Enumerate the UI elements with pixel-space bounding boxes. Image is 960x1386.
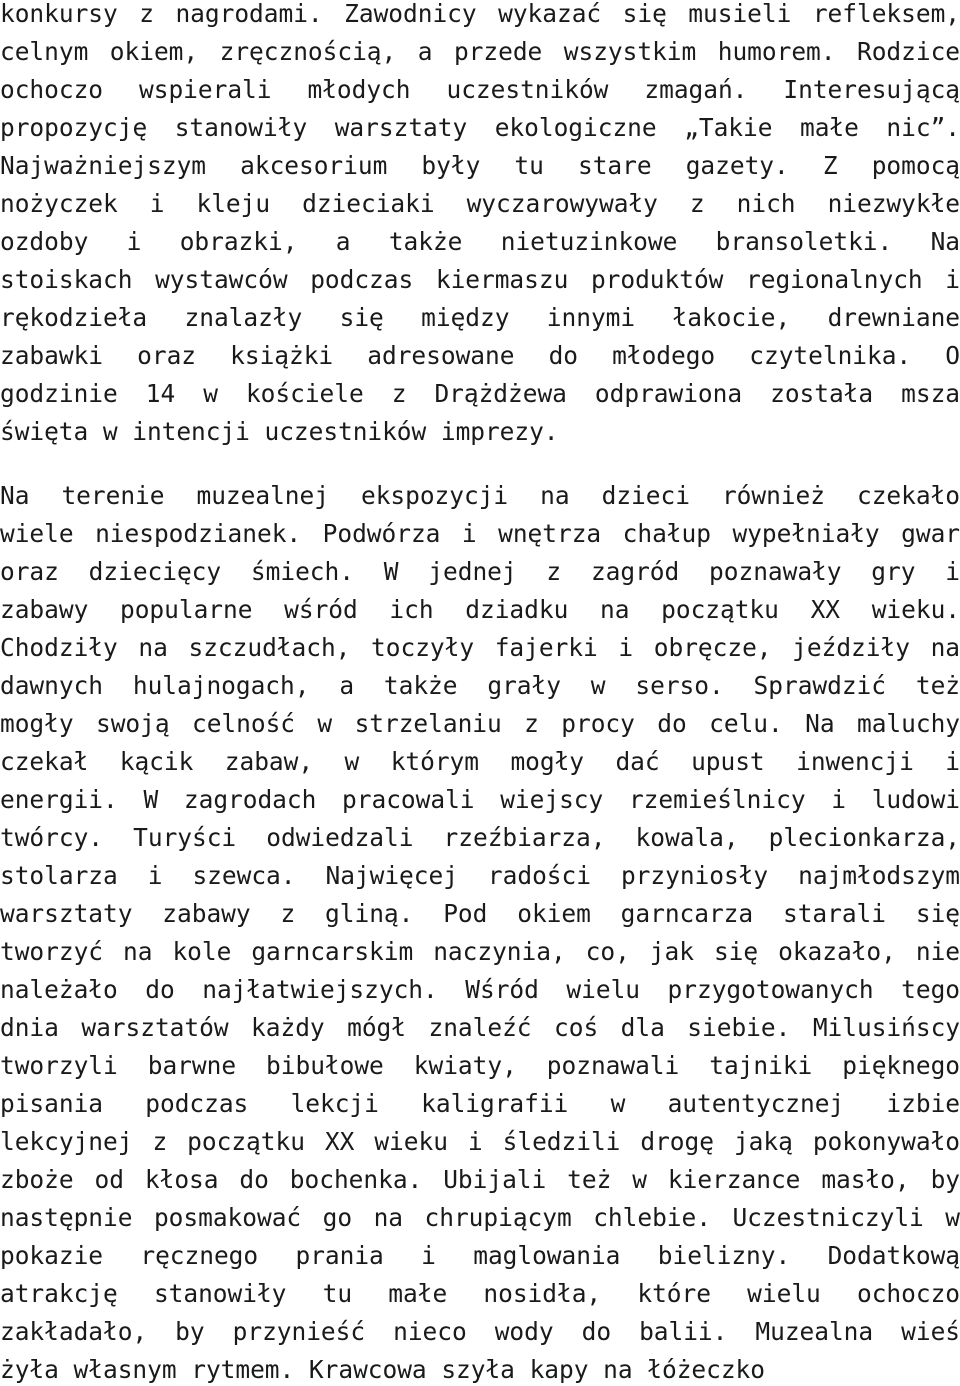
paragraph-1-line: rękodzieła znalazły się między innymi łakocie, drewniane: [0, 303, 960, 332]
paragraph-2-line: pokazie ręcznego prania i maglowania bielizny. Dodatkową: [0, 1241, 960, 1270]
paragraph-2-line: Chodziły na szczudłach, toczyły fajerki i obręcze, jeździły na: [0, 633, 960, 662]
paragraph-2-line: następnie posmakować go na chrupiącym chlebie. Uczestniczyli w: [0, 1203, 960, 1232]
paragraph-2-line: tworzyli barwne bibułowe kwiaty, poznawali tajniki pięknego: [0, 1051, 960, 1080]
paragraph-1-line: nożyczek i kleju dzieciaki wyczarowywały z nich niezwykłe: [0, 189, 960, 218]
paragraph-1-line: święta w intencji uczestników imprezy.: [0, 417, 559, 446]
paragraph-2: [0, 477, 960, 1386]
paragraph-2-line: zabawy popularne wśród ich dziadku na początku XX wieku.: [0, 595, 960, 624]
paragraph-2-line: warsztaty zabawy z gliną. Pod okiem garncarza starali się: [0, 899, 960, 928]
paragraph-1-line: ozdoby i obrazki, a także nietuzinkowe bransoletki. Na: [0, 227, 960, 256]
paragraph-2-line: czekał kącik zabaw, w którym mogły dać upust inwencji i: [0, 747, 960, 776]
paragraph-1-line: konkursy z nagrodami. Zawodnicy wykazać się musieli refleksem,: [0, 0, 960, 28]
paragraph-2-line: pisania podczas lekcji kaligrafii w autentycznej izbie: [0, 1089, 960, 1118]
paragraph-2-line: energii. W zagrodach pracowali wiejscy rzemieślnicy i ludowi: [0, 785, 960, 814]
paragraph-2-line: stolarza i szewca. Najwięcej radości przyniosły najmłodszym: [0, 861, 960, 890]
paragraph-2-line: mogły swoją celność w strzelaniu z procy do celu. Na maluchy: [0, 709, 960, 738]
paragraph-1-line: zabawki oraz książki adresowane do młodego czytelnika. O: [0, 341, 960, 370]
paragraph-2-line: dawnych hulajnogach, a także grały w serso. Sprawdzić też: [0, 671, 960, 700]
paragraph-2-line: dnia warsztatów każdy mógł znaleźć coś dla siebie. Milusińscy: [0, 1013, 960, 1042]
paragraph-2-line: żyła własnym rytmem. Krawcowa szyła kapy na łóżeczko: [0, 1355, 765, 1384]
paragraph-2-line: wiele niespodzianek. Podwórza i wnętrza chałup wypełniały gwar: [0, 519, 960, 548]
paragraph-2-line: atrakcję stanowiły tu małe nosidła, które wielu ochoczo: [0, 1279, 960, 1308]
paragraph-2-line: oraz dziecięcy śmiech. W jednej z zagród poznawały gry i: [0, 557, 960, 586]
paragraph-2-line: lekcyjnej z początku XX wieku i śledzili drogę jaką pokonywało: [0, 1127, 960, 1156]
paragraph-2-line: zboże od kłosa do bochenka. Ubijali też w kierzance masło, by: [0, 1165, 960, 1194]
paragraph-2-line: twórcy. Turyści odwiedzali rzeźbiarza, kowala, plecionkarza,: [0, 823, 960, 852]
paragraph-1-line: godzinie 14 w kościele z Drążdżewa odprawiona została msza: [0, 379, 960, 408]
paragraph-1-line: ochoczo wspierali młodych uczestników zmagań. Interesującą: [0, 75, 960, 104]
paragraph-2-line: tworzyć na kole garncarskim naczynia, co, jak się okazało, nie: [0, 937, 960, 966]
paragraph-2-line: Na terenie muzealnej ekspozycji na dzieci również czekało: [0, 481, 960, 510]
paragraph-2-line: zakładało, by przynieść nieco wody do balii. Muzealna wieś: [0, 1317, 960, 1346]
paragraph-1-line: Najważniejszym akcesorium były tu stare gazety. Z pomocą: [0, 151, 960, 180]
paragraph-1-line: propozycję stanowiły warsztaty ekologiczne „Takie małe nic”.: [0, 113, 960, 142]
paragraph-1-line: celnym okiem, zręcznością, a przede wszystkim humorem. Rodzice: [0, 37, 960, 66]
paragraph-1: [0, 0, 960, 451]
paragraph-2-line: należało do najłatwiejszych. Wśród wielu przygotowanych tego: [0, 975, 960, 1004]
paragraph-1-line: stoiskach wystawców podczas kiermaszu produktów regionalnych i: [0, 265, 960, 294]
